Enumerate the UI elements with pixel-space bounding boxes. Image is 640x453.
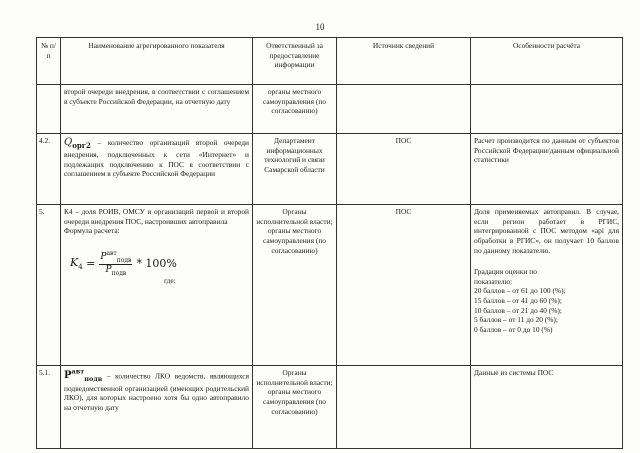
formula-label: Формула расчета:: [64, 226, 120, 236]
header-calculation-notes: Особенности расчёта: [471, 38, 623, 85]
formula-lhs: $K_4$: [70, 255, 83, 272]
grade-item: 10 баллов – от 21 до 40 (%);: [474, 305, 562, 315]
responsible-body: Органы исполнительной власти; органы местного самоуправления (по согласованию): [253, 366, 337, 449]
table-row: [37, 366, 623, 449]
calculation-notes: [471, 205, 623, 366]
source: [337, 366, 471, 449]
notes-text: Доля применяемых автоправил. В случае, если регион работает в РГИС, интегрированной с ПОС методом «api для обработки в РГИС», он получает 10 баллов по данному показателю.: [474, 207, 619, 255]
source: ПОС: [337, 205, 471, 366]
row-number: 5.: [37, 205, 61, 366]
responsible-body: Департамент информационных технологий и связи Самарской области: [253, 134, 337, 205]
indicator-symbol: $Q_{орг2}$: [64, 137, 91, 150]
row-number: 5.1.: [37, 366, 61, 449]
responsible-body: Органы исполнительной власти; органы местного самоуправления (по согласованию): [253, 205, 337, 366]
row-number: 4.2.: [37, 134, 61, 205]
grading-heading: Градация оценки по: [474, 267, 537, 277]
indicator-name: второй очереди внедрения, в соответствии с соглашением в субъекте Российской Федерации, на отчетную дату: [61, 85, 253, 134]
indicator-name: [61, 366, 253, 449]
header-source: Источник сведений: [337, 38, 471, 85]
formula-fraction: $\frac{P^{авт}_{подв}}{P_{подв}}$: [100, 249, 132, 278]
formula: $K_4$ = $\frac{P^{авт}_{подв}}{P_{подв}}$ * 100%: [70, 249, 177, 278]
calculation-notes: [471, 85, 623, 134]
indicator-symbol: $P^{авт}_{подв}$: [64, 368, 103, 384]
indicator-description: – количество организаций второй очереди внедрения, подключенных к сети «Интернет» и подлежащих подключению к ПОС в соответствии с соглашением в субъекте Российской Федерации: [64, 138, 249, 179]
page-number: 10: [315, 22, 325, 32]
indicator-description: К4 – доля РОИВ, ОМСУ и организаций первой и второй очереди внедрения ПОС, настроивших автоправила: [64, 207, 249, 226]
grade-item: 15 баллов – от 41 до 60 (%);: [474, 296, 562, 305]
calculation-notes: Расчет производится по данным от субъектов Российской Федерации/данным официальной статистики: [471, 134, 623, 205]
indicators-table: [36, 37, 623, 449]
responsible-body: органы местного самоуправления (по согласованию): [253, 85, 337, 134]
formula-where: где:: [164, 276, 176, 286]
header-number: № п/п: [37, 38, 61, 85]
table-row: [37, 205, 623, 366]
table-row: [37, 85, 623, 134]
row-number: [37, 85, 61, 134]
table-row: [37, 134, 623, 205]
indicator-name: [61, 134, 253, 205]
indicator-name: [61, 205, 253, 366]
grading-label: показателю:: [474, 276, 513, 286]
grade-item: 5 баллов – от 11 до 20 (%);: [474, 315, 558, 325]
grade-item: 0 баллов – от 0 до 10 (%): [474, 324, 553, 334]
calculation-notes: Данные из системы ПОС: [471, 366, 623, 449]
source: ПОС: [337, 134, 471, 205]
source: [337, 85, 471, 134]
header-responsible: Ответственный за предоставление информации: [253, 38, 337, 85]
header-indicator-name: Наименование агрегированного показателя: [61, 38, 253, 85]
formula-tail: * 100%: [136, 256, 177, 270]
indicator-description: – количество ЛКО ведомств, являющихся подведомственной организацией (имеющих родительский ЛКО), для которых настроено хотя бы одно автоправило на отчетную дату: [64, 371, 249, 413]
grade-item: 20 баллов – от 61 до 100 (%);: [474, 286, 566, 296]
table-header-row: [37, 38, 623, 85]
